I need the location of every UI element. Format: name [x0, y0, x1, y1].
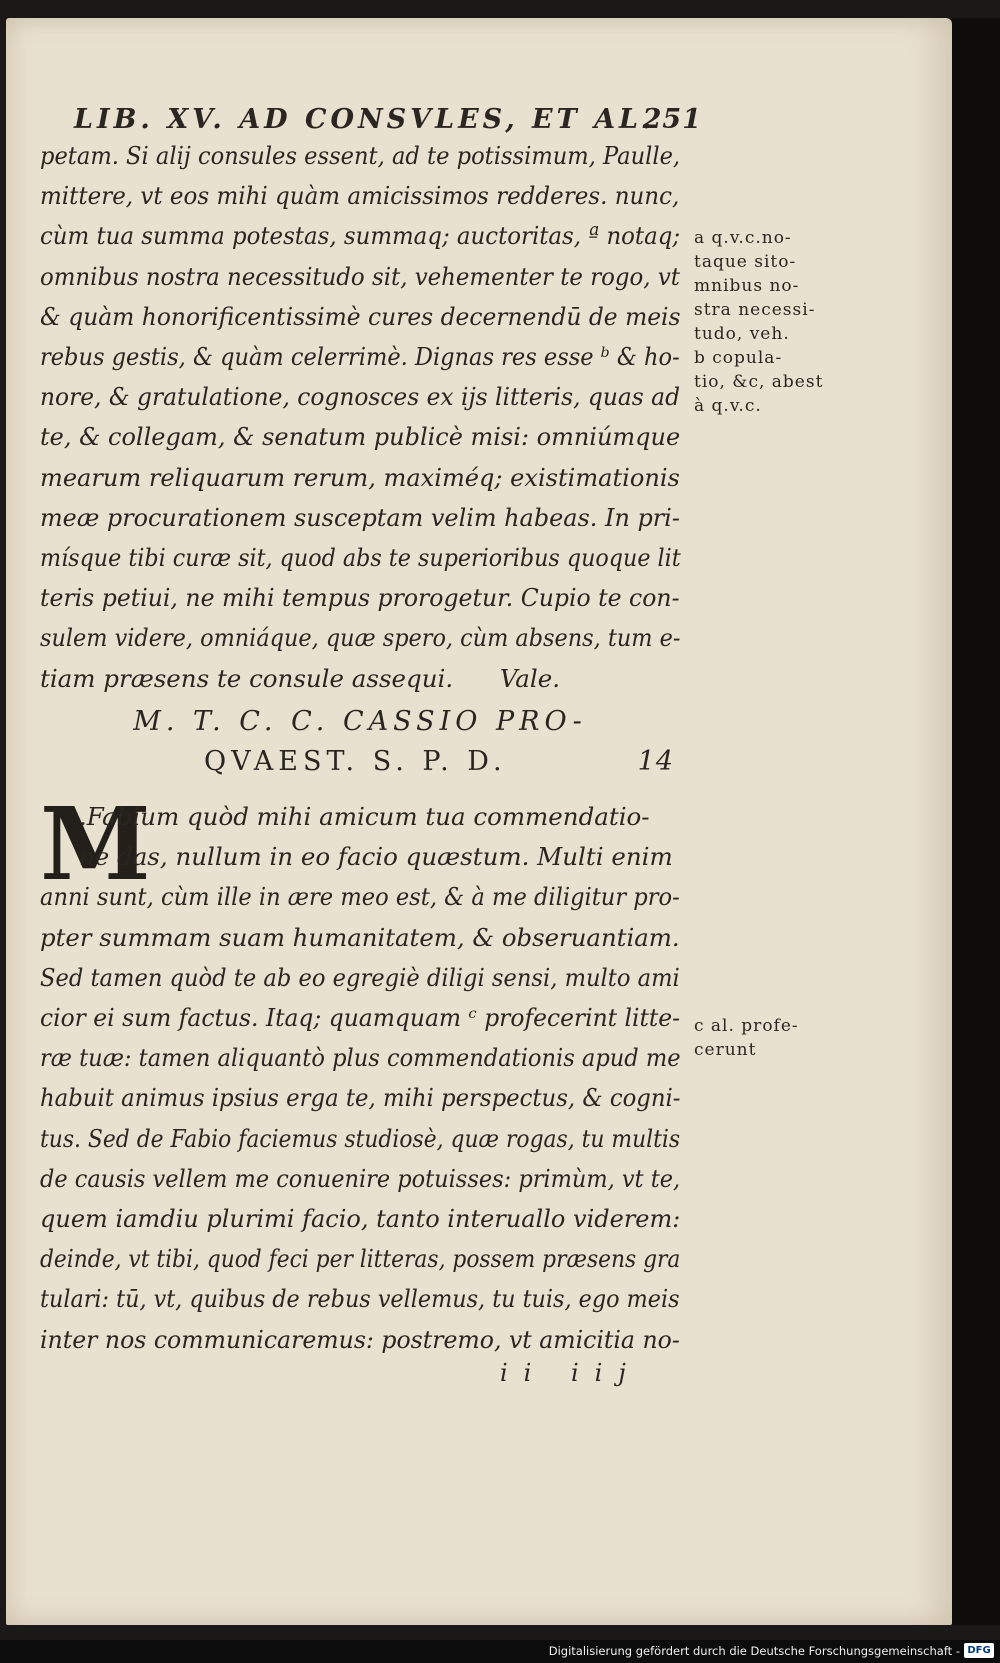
text-line: quem iamdiu plurimi facio, tanto interuallo viderem:	[40, 1204, 681, 1234]
margin-note-line: tio, &c, abest	[694, 372, 824, 392]
text-line: omnibus nostra necessitudo sit, vehementer te rogo, vt	[40, 261, 680, 291]
margin-note-line: b copula-	[694, 348, 783, 368]
margin-note-a-b	[694, 226, 844, 418]
dfg-logo-text: DFG	[967, 1645, 991, 1656]
text-line: petam. Si alij consules essent, ad te potissimum, Paulle,	[40, 141, 681, 170]
text-line: ne das, nullum in eo facio quæstum. Multi enim	[40, 842, 673, 872]
text-line: mearum reliquarum rerum, maximéq; existimationis	[40, 462, 680, 492]
text-line: te, & collegam, & senatum publicè misi: omniúmque	[40, 422, 681, 452]
page-number: 251	[642, 104, 702, 135]
text-line: Sed tamen quòd te ab eo egregiè diligi sensi, multo ami	[40, 962, 680, 992]
text-line: teris petiui, ne mihi tempus prorogetur. Cupio te con-	[40, 583, 680, 613]
drop-cap: M	[40, 785, 151, 903]
text-line: sulem videre, omniáque, quæ spero, cùm absens, tum e-	[40, 623, 681, 653]
letter-heading-line1: M. T. C. C. CASSIO PRO-	[133, 706, 587, 737]
letter-heading-text: QVAEST. S. P. D.	[204, 746, 507, 777]
text-line: nore, & gratulatione, cognosces ex ijs litteris, quas ad	[40, 382, 681, 412]
text-line: meæ procurationem susceptam velim habeas. In pri-	[40, 502, 680, 532]
margin-note-line: cerunt	[694, 1040, 757, 1060]
text-line: rebus gestis, & quàm celerrimè. Dignas res esse ᵇ & ho-	[40, 342, 680, 372]
margin-note-line: c al. profe-	[694, 1016, 799, 1036]
letter-text-new	[40, 785, 681, 1360]
digitization-credit: Digitalisierung gefördert durch die Deutsche Forschungsgemeinschaft -	[548, 1644, 960, 1658]
signature-mark: ii iij	[500, 1359, 642, 1387]
text-line: inter nos communicaremus: postremo, vt amicitia no-	[40, 1324, 680, 1354]
text-line: mísque tibi curæ sit, quod abs te superioribus quoque lit	[40, 543, 681, 573]
text-line: tus. Sed de Fabio faciemus studiosè, quæ rogas, tu multis	[40, 1123, 681, 1153]
running-title: LIB. XV. AD CONSVLES, ET AL.	[74, 104, 656, 135]
text-line: tulari: tū, vt, quibus de rebus vellemus, tu tuis, ego meis	[40, 1284, 680, 1314]
text-line: tiam præsens te consule assequi. Vale.	[40, 663, 561, 693]
text-line: habuit animus ipsius erga te, mihi perspectus, & cogni-	[40, 1083, 681, 1113]
letter-heading-line2	[204, 746, 674, 777]
margin-note-line: mnibus no-	[694, 276, 800, 296]
text-line: de causis vellem me conuenire potuisses: primùm, vt te,	[40, 1163, 681, 1193]
margin-note-line: a q.v.c.no-	[694, 228, 792, 248]
text-line: pter summam suam humanitatem, & obseruantiam.	[40, 922, 680, 952]
text-line: cùm tua summa potestas, summaq; auctoritas, ª notaq;	[40, 221, 681, 251]
dfg-logo-icon	[964, 1643, 994, 1658]
letter-text-continued	[40, 136, 680, 699]
text-line: .Fabium quòd mihi amicum tua commendatio-	[40, 802, 650, 831]
running-header	[74, 104, 702, 135]
margin-note-line: à q.v.c.	[694, 396, 762, 416]
text-line: mittere, vt eos mihi quàm amicissimos redderes. nunc,	[40, 181, 680, 211]
text-line: cior ei sum factus. Itaq; quamquam ᶜ profecerint litte-	[40, 1003, 681, 1033]
text-line: ræ tuæ: tamen aliquantò plus commendationis apud me	[40, 1043, 681, 1073]
text-line: deinde, vt tibi, quod feci per litteras, possem præsens gra	[40, 1244, 681, 1274]
scan-edge	[952, 18, 1000, 1625]
margin-note-c	[694, 1014, 844, 1062]
margin-note-line: tudo, veh.	[694, 324, 790, 344]
letter-number: 14	[637, 746, 674, 777]
margin-note-line: taque sito-	[694, 252, 797, 272]
text-line: & quàm honorificentissimè cures decernendū de meis	[40, 301, 681, 331]
margin-note-line: stra necessi-	[694, 300, 816, 320]
text-line: anni sunt, cùm ille in ære meo est, & à me diligitur pro-	[40, 882, 680, 912]
